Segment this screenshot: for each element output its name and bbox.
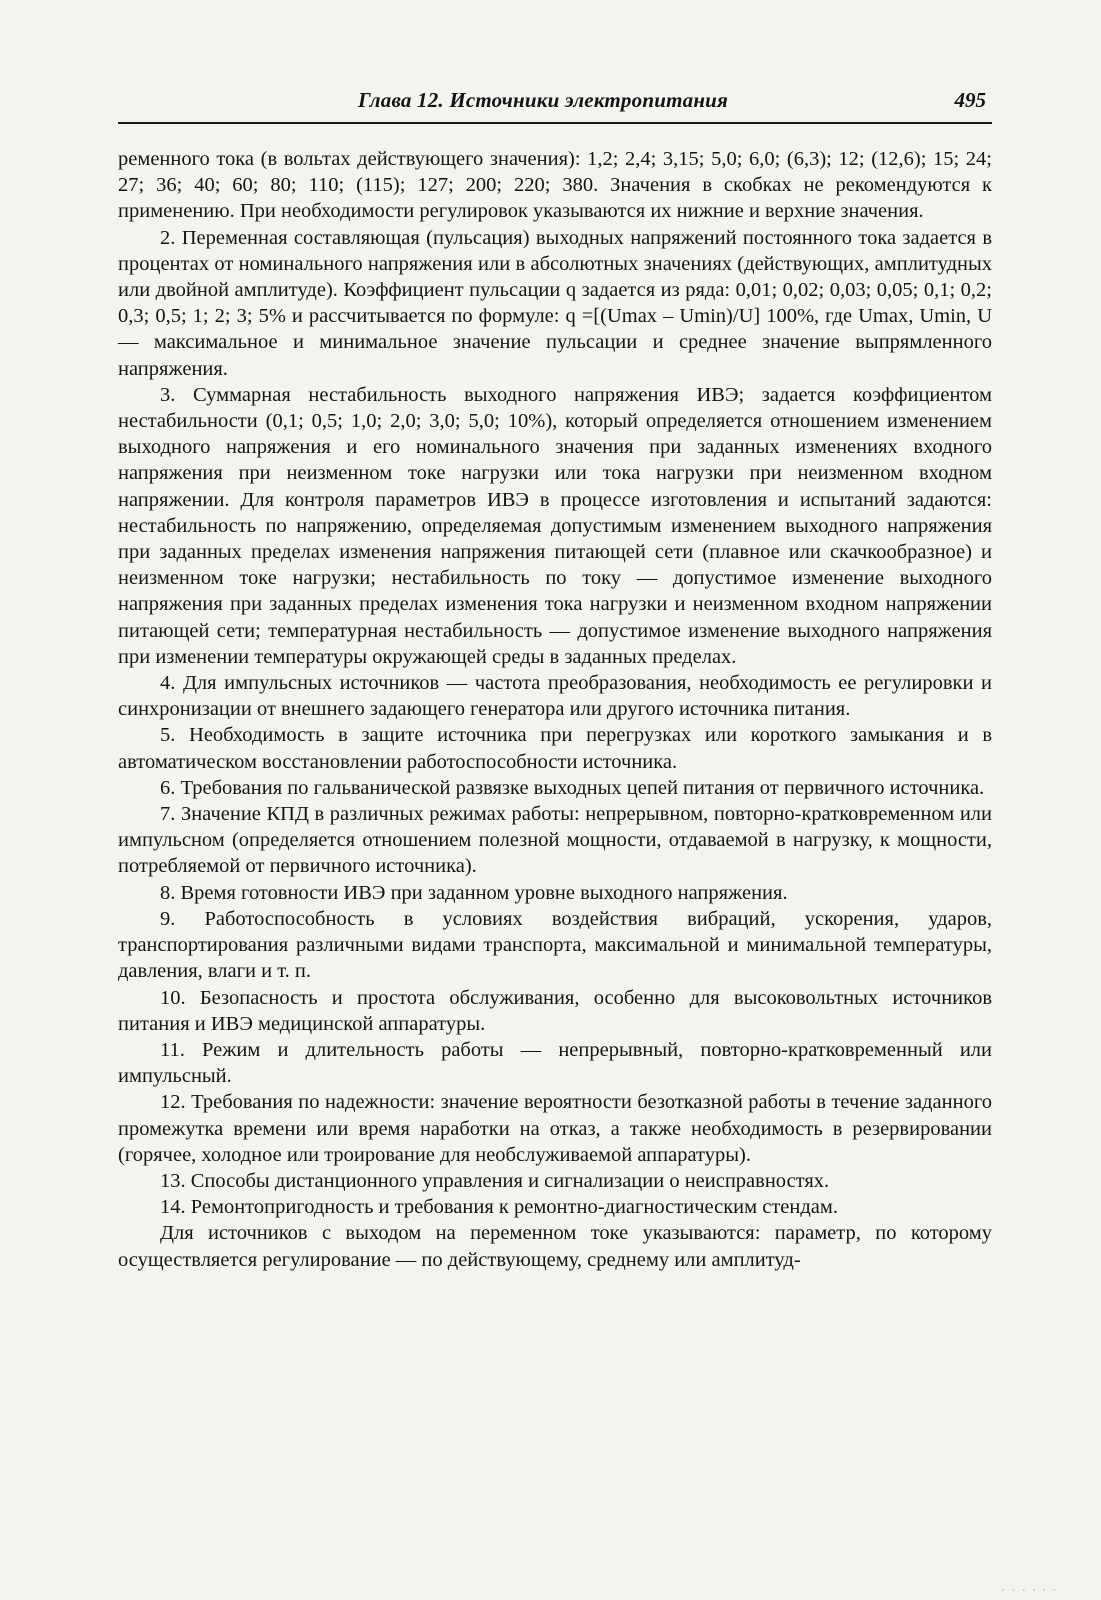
paragraph-item-7: 7. Значение КПД в различных режимах работы: непрерывном, повторно-кратковременном или импульсном (определяется отношением полезной мощности, отдаваемой в нагрузку, к мощности, потребляемой от первичного источника). (118, 803, 992, 878)
paragraph-item-13: 13. Способы дистанционного управления и сигнализации о неисправностях. (160, 1169, 830, 1192)
body-text (118, 146, 992, 1273)
scan-artifact-dots: ...... (999, 1580, 1061, 1594)
paragraph-item-4: 4. Для импульсных источников — частота преобразования, необходимость ее регулировки и синхронизации от внешнего задающего генератора или другого источника питания. (118, 672, 992, 721)
chapter-title: Глава 12. Источники электропитания (358, 88, 729, 112)
paragraph-item-14: 14. Ремонтопригодность и требования к ремонтно-диагностическим стендам. (160, 1196, 838, 1219)
header-rule (118, 122, 992, 124)
paragraph-item-12: 12. Требования по надежности: значение вероятности безотказной работы в течение заданного промежутка времени или время наработки на отказ, а также необходимость в резервировании (горячее, холодное или троирование для необслуживаемой аппаратуры). (118, 1091, 992, 1166)
paragraph-item-3: 3. Суммарная нестабильность выходного напряжения ИВЭ; задается коэффициентом нестабильности (0,1; 0,5; 1,0; 2,0; 3,0; 5,0; 10%), который определяется отношением изменением выходного напряжения и его номинального значения при заданных изменениях входного напряжения при неизменном токе нагрузки или тока нагрузки при неизменном входном напряжении. Для контроля параметров ИВЭ в процессе изготовления и испытаний задаются: нестабильность по напряжению, определяемая допустимым изменением выходного напряжения при заданных пределах изменения напряжения питающей сети (плавное или скачкообразное) и неизменном токе нагрузки; нестабильность по току — допустимое изменение выходного напряжения при заданных пределах изменения тока нагрузки и неизменном входном напряжении питающей сети; температурная нестабильность — допустимое изменение выходного напряжения при изменении температуры окружающей среды в заданных пределах. (118, 383, 992, 668)
paragraph-item-10: 10. Безопасность и простота обслуживания, особенно для высоковольтных источников питания и ИВЭ медицинской аппаратуры. (118, 986, 992, 1035)
paragraph-item-9: 9. Работоспособность в условиях воздействия вибраций, ускорения, ударов, транспортирования различными видами транспорта, максимальной и минимальной температуры, давления, влаги и т. п. (118, 907, 992, 983)
paragraph-item-6: 6. Требования по гальванической развязке выходных цепей питания от первичного источника. (160, 776, 985, 799)
paragraph-item-8: 8. Время готовности ИВЭ при заданном уровне выходного напряжения. (160, 881, 788, 904)
paragraph-item-5: 5. Необходимость в защите источника при перегрузках или короткого замыкания и в автоматическом восстановлении работоспособности источника. (118, 724, 992, 773)
page-number: 495 (954, 88, 986, 112)
paragraph-ac-output: Для источников с выходом на переменном токе указываются: параметр, по которому осуществляется регулирование — по действующему, среднему или амплитуд- (118, 1222, 992, 1271)
paragraph-item-11: 11. Режим и длительность работы — непрерывный, повторно-кратковременный или импульсный. (118, 1038, 992, 1088)
running-header (118, 84, 992, 120)
paragraph-continuation: ременного тока (в вольтах действующего значения): 1,2; 2,4; 3,15; 5,0; 6,0; (6,3); 12; (12,6); 15; 24; 27; 36; 40; 60; 80; 110; (115); 127; 200; 220; 380. Значения в скобках не рекомендуются к применению. При необходимости регулировок указываются их нижние и верхние значения. (118, 148, 992, 223)
paragraph-item-2: 2. Переменная составляющая (пульсация) выходных напряжений постоянного тока задается в процентах от номинального напряжения или в абсолютных значениях (действующих, амплитудных или двойной амплитуде). Коэффициент пульсации q задается из ряда: 0,01; 0,02; 0,03; 0,05; 0,1; 0,2; 0,3; 0,5; 1; 2; 3; 5% и рассчитывается по формуле: q =[(Umax – Umin)/U] 100%, где Umax, Umin, U — максимальное и минимальное значение пульсации и среднее значение выпрямленного напряжения. (118, 226, 992, 380)
